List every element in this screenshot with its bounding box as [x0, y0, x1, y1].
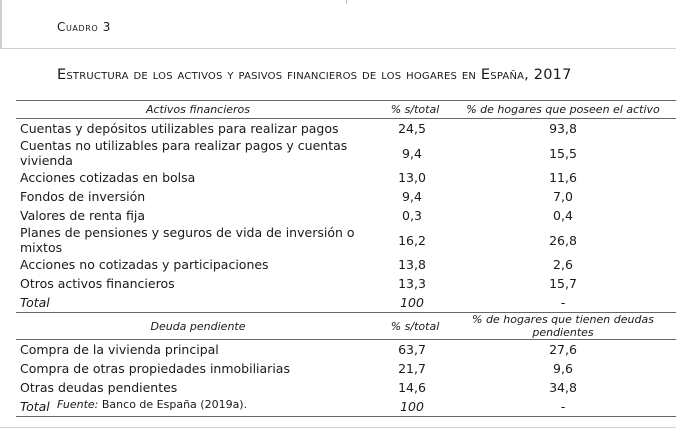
row-name: Planes de pensiones y seguros de vida de inversión o mixtos: [20, 225, 355, 255]
row-households: 93,8: [549, 121, 577, 136]
row-households: 2,6: [553, 257, 573, 272]
row-share: 13,8: [398, 257, 426, 272]
row-name: Valores de renta fija: [20, 208, 146, 223]
row-households: 15,7: [549, 276, 577, 291]
row-households: 15,5: [549, 145, 577, 161]
row-name: Compra de otras propiedades inmobiliarias: [20, 361, 290, 376]
assets-header-share: % s/total: [380, 101, 450, 119]
assets-header-households: % de hogares que poseen el activo: [450, 101, 676, 119]
table-row: [16, 225, 676, 255]
row-name: Cuentas y depósitos utilizables para realizar pagos: [20, 121, 339, 136]
row-households: 26,8: [549, 232, 577, 248]
total-share: 100: [380, 397, 450, 417]
row-households: 34,8: [549, 380, 577, 395]
row-households: 7,0: [553, 189, 573, 204]
row-households: 0,4: [553, 208, 573, 223]
table-row: [16, 340, 676, 360]
debts-header-row: [16, 313, 676, 340]
total-households: -: [450, 293, 676, 313]
row-households: 27,6: [549, 342, 577, 357]
source-text: Banco de España (2019a).: [101, 398, 248, 411]
bottom-divider: [0, 427, 676, 428]
assets-header-row: [16, 101, 676, 119]
top-tick-rule: [346, 0, 347, 4]
table-row: [16, 187, 676, 206]
row-share: 14,6: [398, 380, 426, 395]
table-row: [16, 206, 676, 225]
top-left-rule: [0, 0, 2, 48]
row-share: 9,4: [402, 189, 422, 204]
total-share: 100: [380, 293, 450, 313]
debts-header-share: % s/total: [380, 313, 450, 340]
total-households: -: [450, 397, 676, 417]
table-row: [16, 119, 676, 139]
row-share: 21,7: [398, 361, 426, 376]
row-name: Acciones cotizadas en bolsa: [20, 170, 196, 185]
row-households: 11,6: [549, 170, 577, 185]
assets-header-name: Activos financieros: [16, 101, 380, 119]
financial-structure-table: [16, 100, 676, 417]
table-row: [16, 378, 676, 397]
row-name: Cuentas no utilizables para realizar pagos y cuentas vivienda: [20, 138, 348, 168]
row-share: 24,5: [398, 121, 426, 136]
total-name: Total: [16, 397, 380, 417]
row-share: 9,4: [402, 145, 422, 161]
header-divider: [0, 48, 676, 49]
row-share: 13,0: [398, 170, 426, 185]
table-label: Cuadro 3: [57, 20, 111, 34]
table-row: [16, 168, 676, 187]
row-name: Fondos de inversión: [20, 189, 146, 204]
source-note: [57, 398, 247, 411]
row-share: 13,3: [398, 276, 426, 291]
table-title: Estructura de los activos y pasivos financieros de los hogares en España, 2017: [57, 67, 572, 83]
row-name: Otras deudas pendientes: [20, 380, 178, 395]
debts-header-households: % de hogares que tienen deudas pendientes: [450, 313, 676, 340]
row-name: Compra de la vivienda principal: [20, 342, 219, 357]
assets-section: [16, 101, 676, 313]
table-row: [16, 274, 676, 293]
row-name: Otros activos financieros: [20, 276, 175, 291]
debts-header-name: Deuda pendiente: [16, 313, 380, 340]
row-share: 16,2: [398, 232, 426, 248]
table-row: [16, 255, 676, 274]
row-households: 9,6: [553, 361, 573, 376]
total-row: [16, 293, 676, 313]
table-row: [16, 138, 676, 168]
row-share: 0,3: [402, 208, 422, 223]
table-row: [16, 359, 676, 378]
row-share: 63,7: [398, 342, 426, 357]
row-name: Acciones no cotizadas y participaciones: [20, 257, 269, 272]
total-name: Total: [16, 293, 380, 313]
source-label: Fuente:: [57, 398, 99, 411]
